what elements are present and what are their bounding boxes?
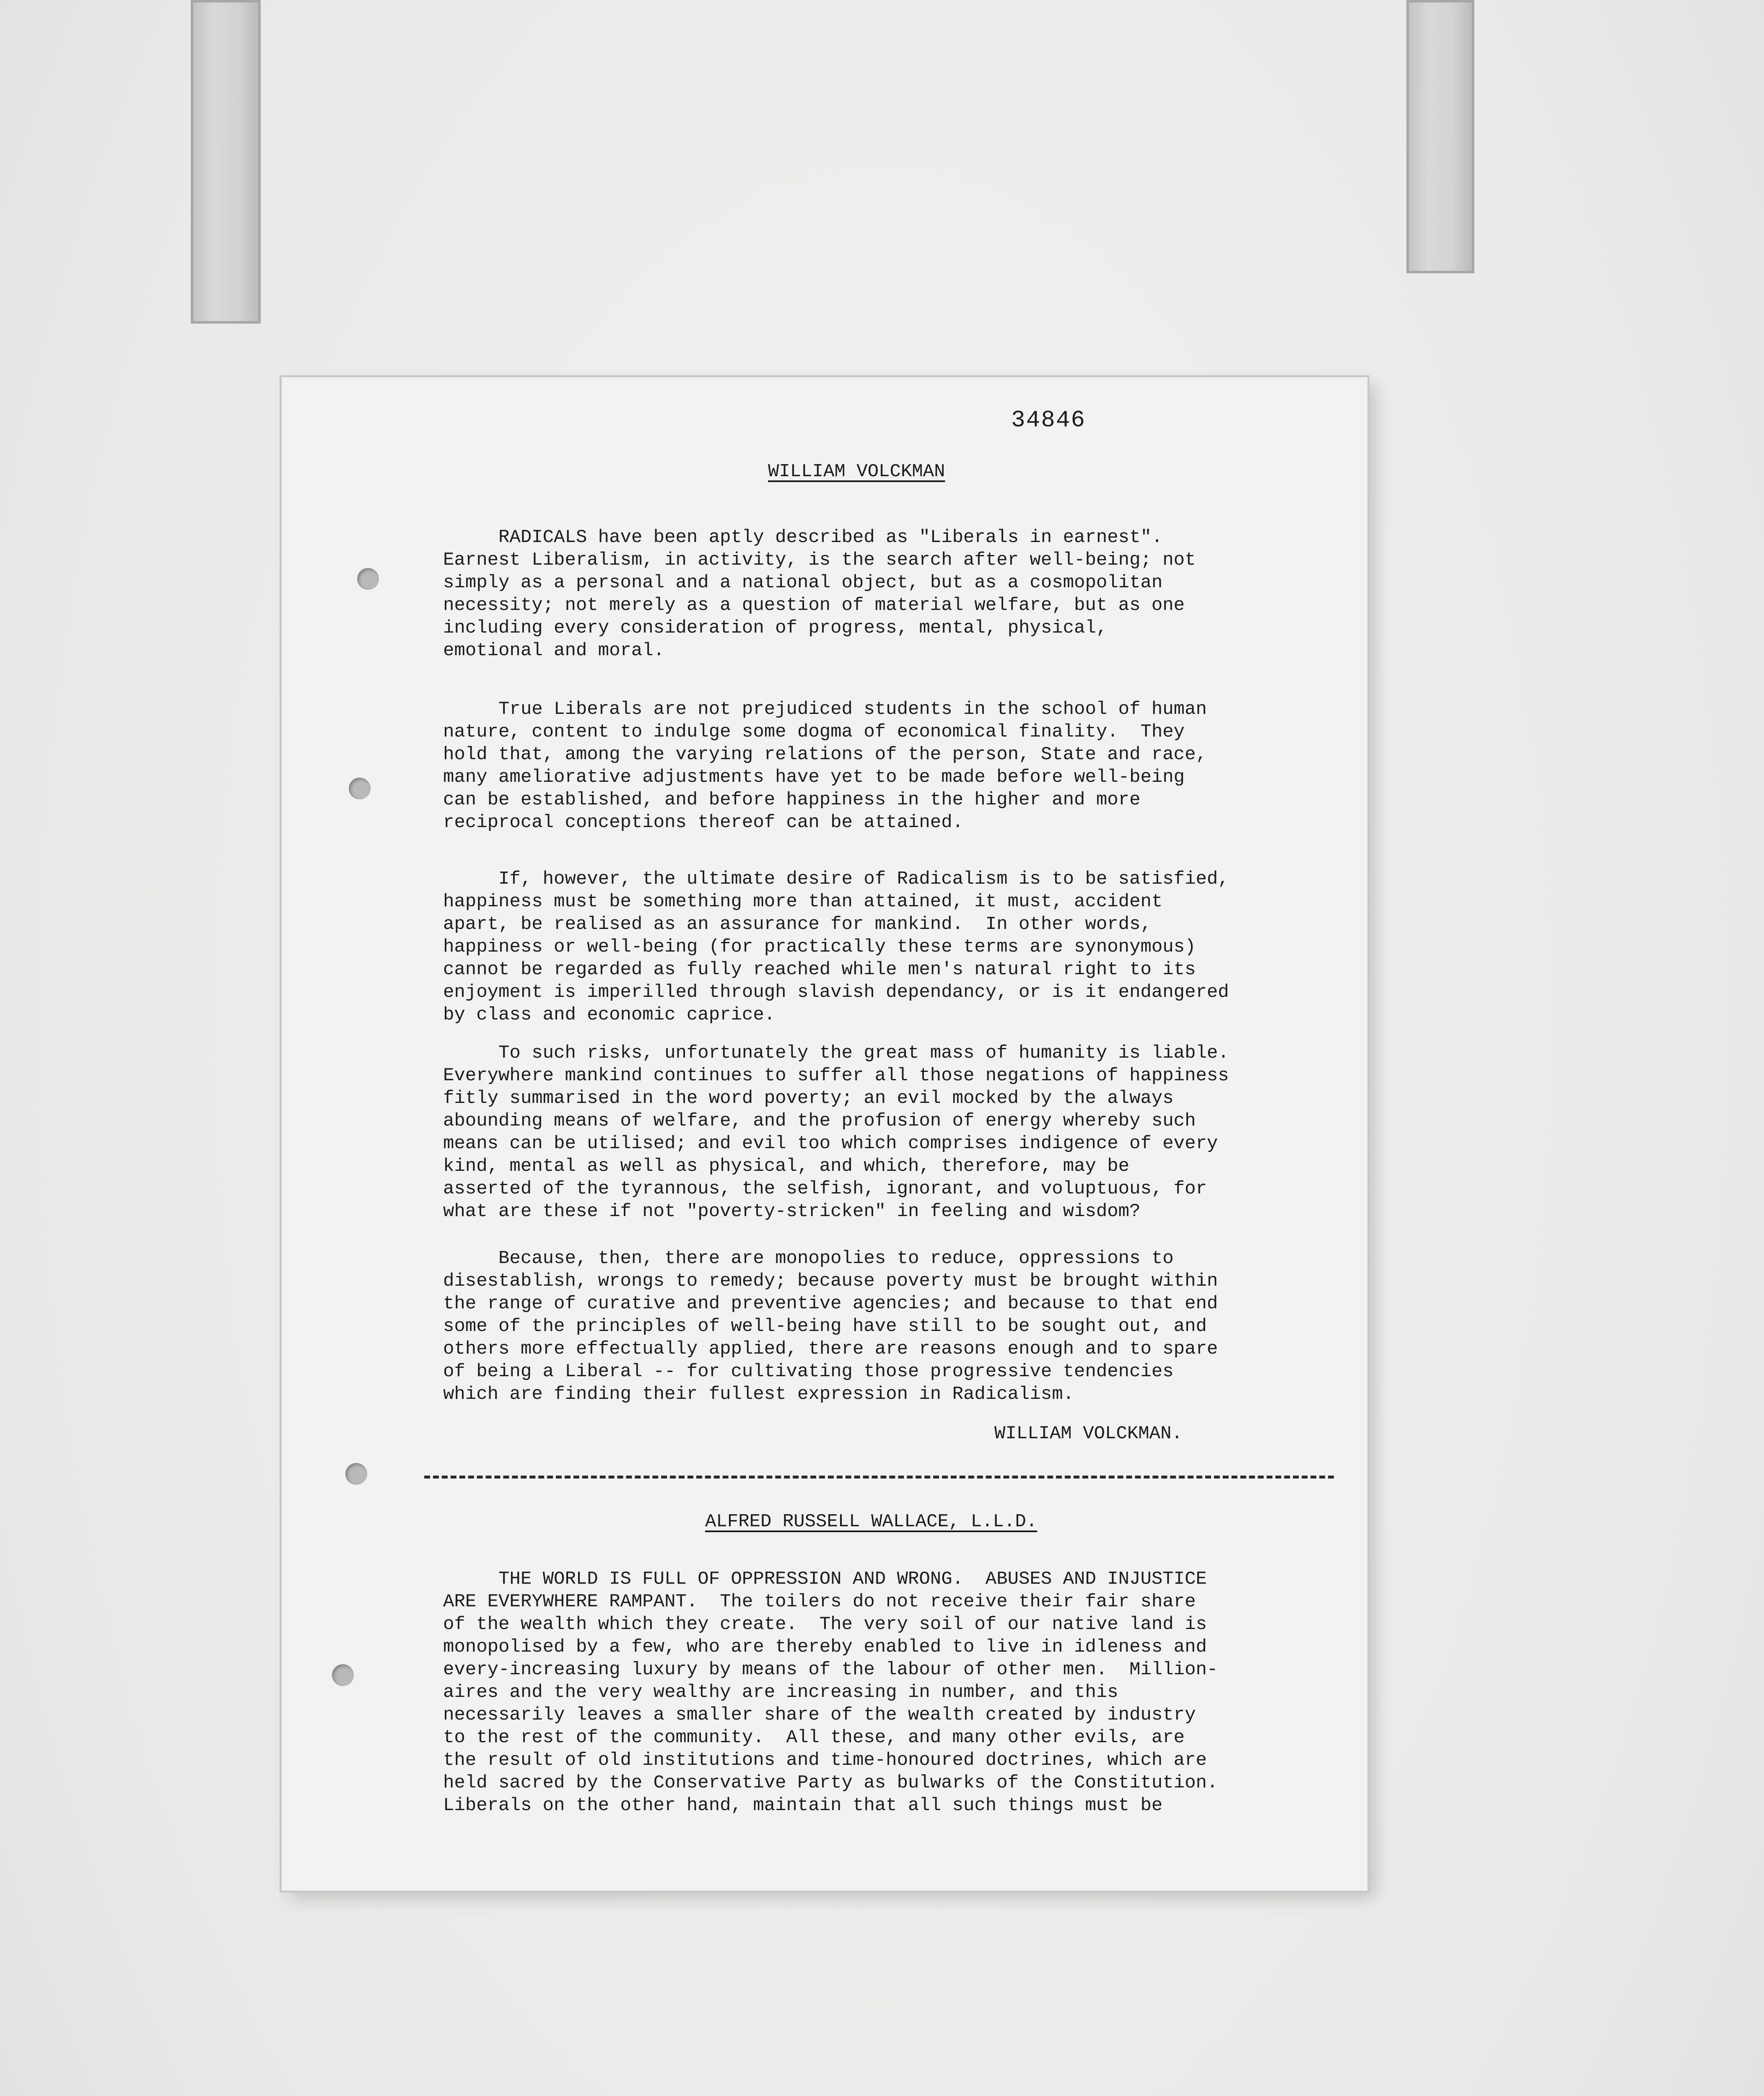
punch-hole bbox=[349, 778, 371, 799]
typed-document-page bbox=[282, 377, 1367, 1891]
paragraph: THE WORLD IS FULL OF OPPRESSION AND WRONG. ABUSES AND INJUSTICE ARE EVERYWHERE RAMPANT. The toilers do not receive their fair share of the wealth which they create. The very soil of our native land is monopolised by a few, who are thereby enabled to live in idleness and every-increasing luxury by means of the labour of other men. Million- aires and the very wealthy are increasing in number, and this necessarily leaves a smaller share of the wealth created by industry to the rest of the community. All these, and many other evils, are the result of old institutions and time-honoured doctrines, which are held sacred by the Conservative Party as bulwarks of the Constitution. Liberals on the other hand, maintain that all such things must be bbox=[443, 1569, 1218, 1816]
dashed-divider bbox=[424, 1476, 1334, 1479]
mounting-tape bbox=[1406, 0, 1474, 273]
paragraph: True Liberals are not prejudiced students in the school of human nature, content to indulge some dogma of economical finality. They hold that, among the varying relations of the person, State and race, many ameliorative adjustments have yet to be made before well-being can be established, and before happiness in the higher and more reciprocal conceptions thereof can be attained. bbox=[443, 699, 1207, 833]
paragraph: RADICALS have been aptly described as "Liberals in earnest". Earnest Liberalism, in activity, is the search after well-being; not simply as a personal and a national object, but as a cosmopolitan necessity; not merely as a question of material welfare, but as one including every consideration of progress, mental, physical, emotional and moral. bbox=[443, 527, 1196, 661]
punch-hole bbox=[345, 1463, 367, 1485]
document-number: 34846 bbox=[1011, 407, 1086, 433]
section-heading-volckman: WILLIAM VOLCKMAN bbox=[768, 461, 945, 482]
mounting-tape bbox=[191, 0, 261, 324]
signature-volckman: WILLIAM VOLCKMAN. bbox=[994, 1423, 1183, 1444]
punch-hole bbox=[357, 568, 379, 590]
paragraph: To such risks, unfortunately the great mass of humanity is liable. Everywhere mankind continues to suffer all those negations of happiness fitly summarised in the word poverty; an evil mocked by the always abounding means of welfare, and the profusion of energy whereby such means can be utilised; and evil too which comprises indigence of every kind, mental as well as physical, and which, therefore, may be asserted of the tyrannous, the selfish, ignorant, and voluptuous, for what are these if not "poverty-stricken" in feeling and wisdom? bbox=[443, 1043, 1229, 1222]
paragraph: Because, then, there are monopolies to reduce, oppressions to disestablish, wrongs to remedy; because poverty must be brought within the range of curative and preventive agencies; and because to that end some of the principles of well-being have still to be sought out, and others more effectually applied, there are reasons enough and to spare of being a Liberal -- for cultivating those progressive tendencies which are finding their fullest expression in Radicalism. bbox=[443, 1248, 1218, 1405]
punch-hole bbox=[332, 1664, 354, 1686]
section-heading-wallace: ALFRED RUSSELL WALLACE, L.L.D. bbox=[705, 1511, 1038, 1532]
paragraph: If, however, the ultimate desire of Radicalism is to be satisfied, happiness must be something more than attained, it must, accident apart, be realised as an assurance for mankind. In other words, happiness or well-being (for practically these terms are synonymous) cannot be regarded as fully reached while men's natural right to its enjoyment is imperilled through slavish dependancy, or is it endangered by class and economic caprice. bbox=[443, 869, 1229, 1025]
